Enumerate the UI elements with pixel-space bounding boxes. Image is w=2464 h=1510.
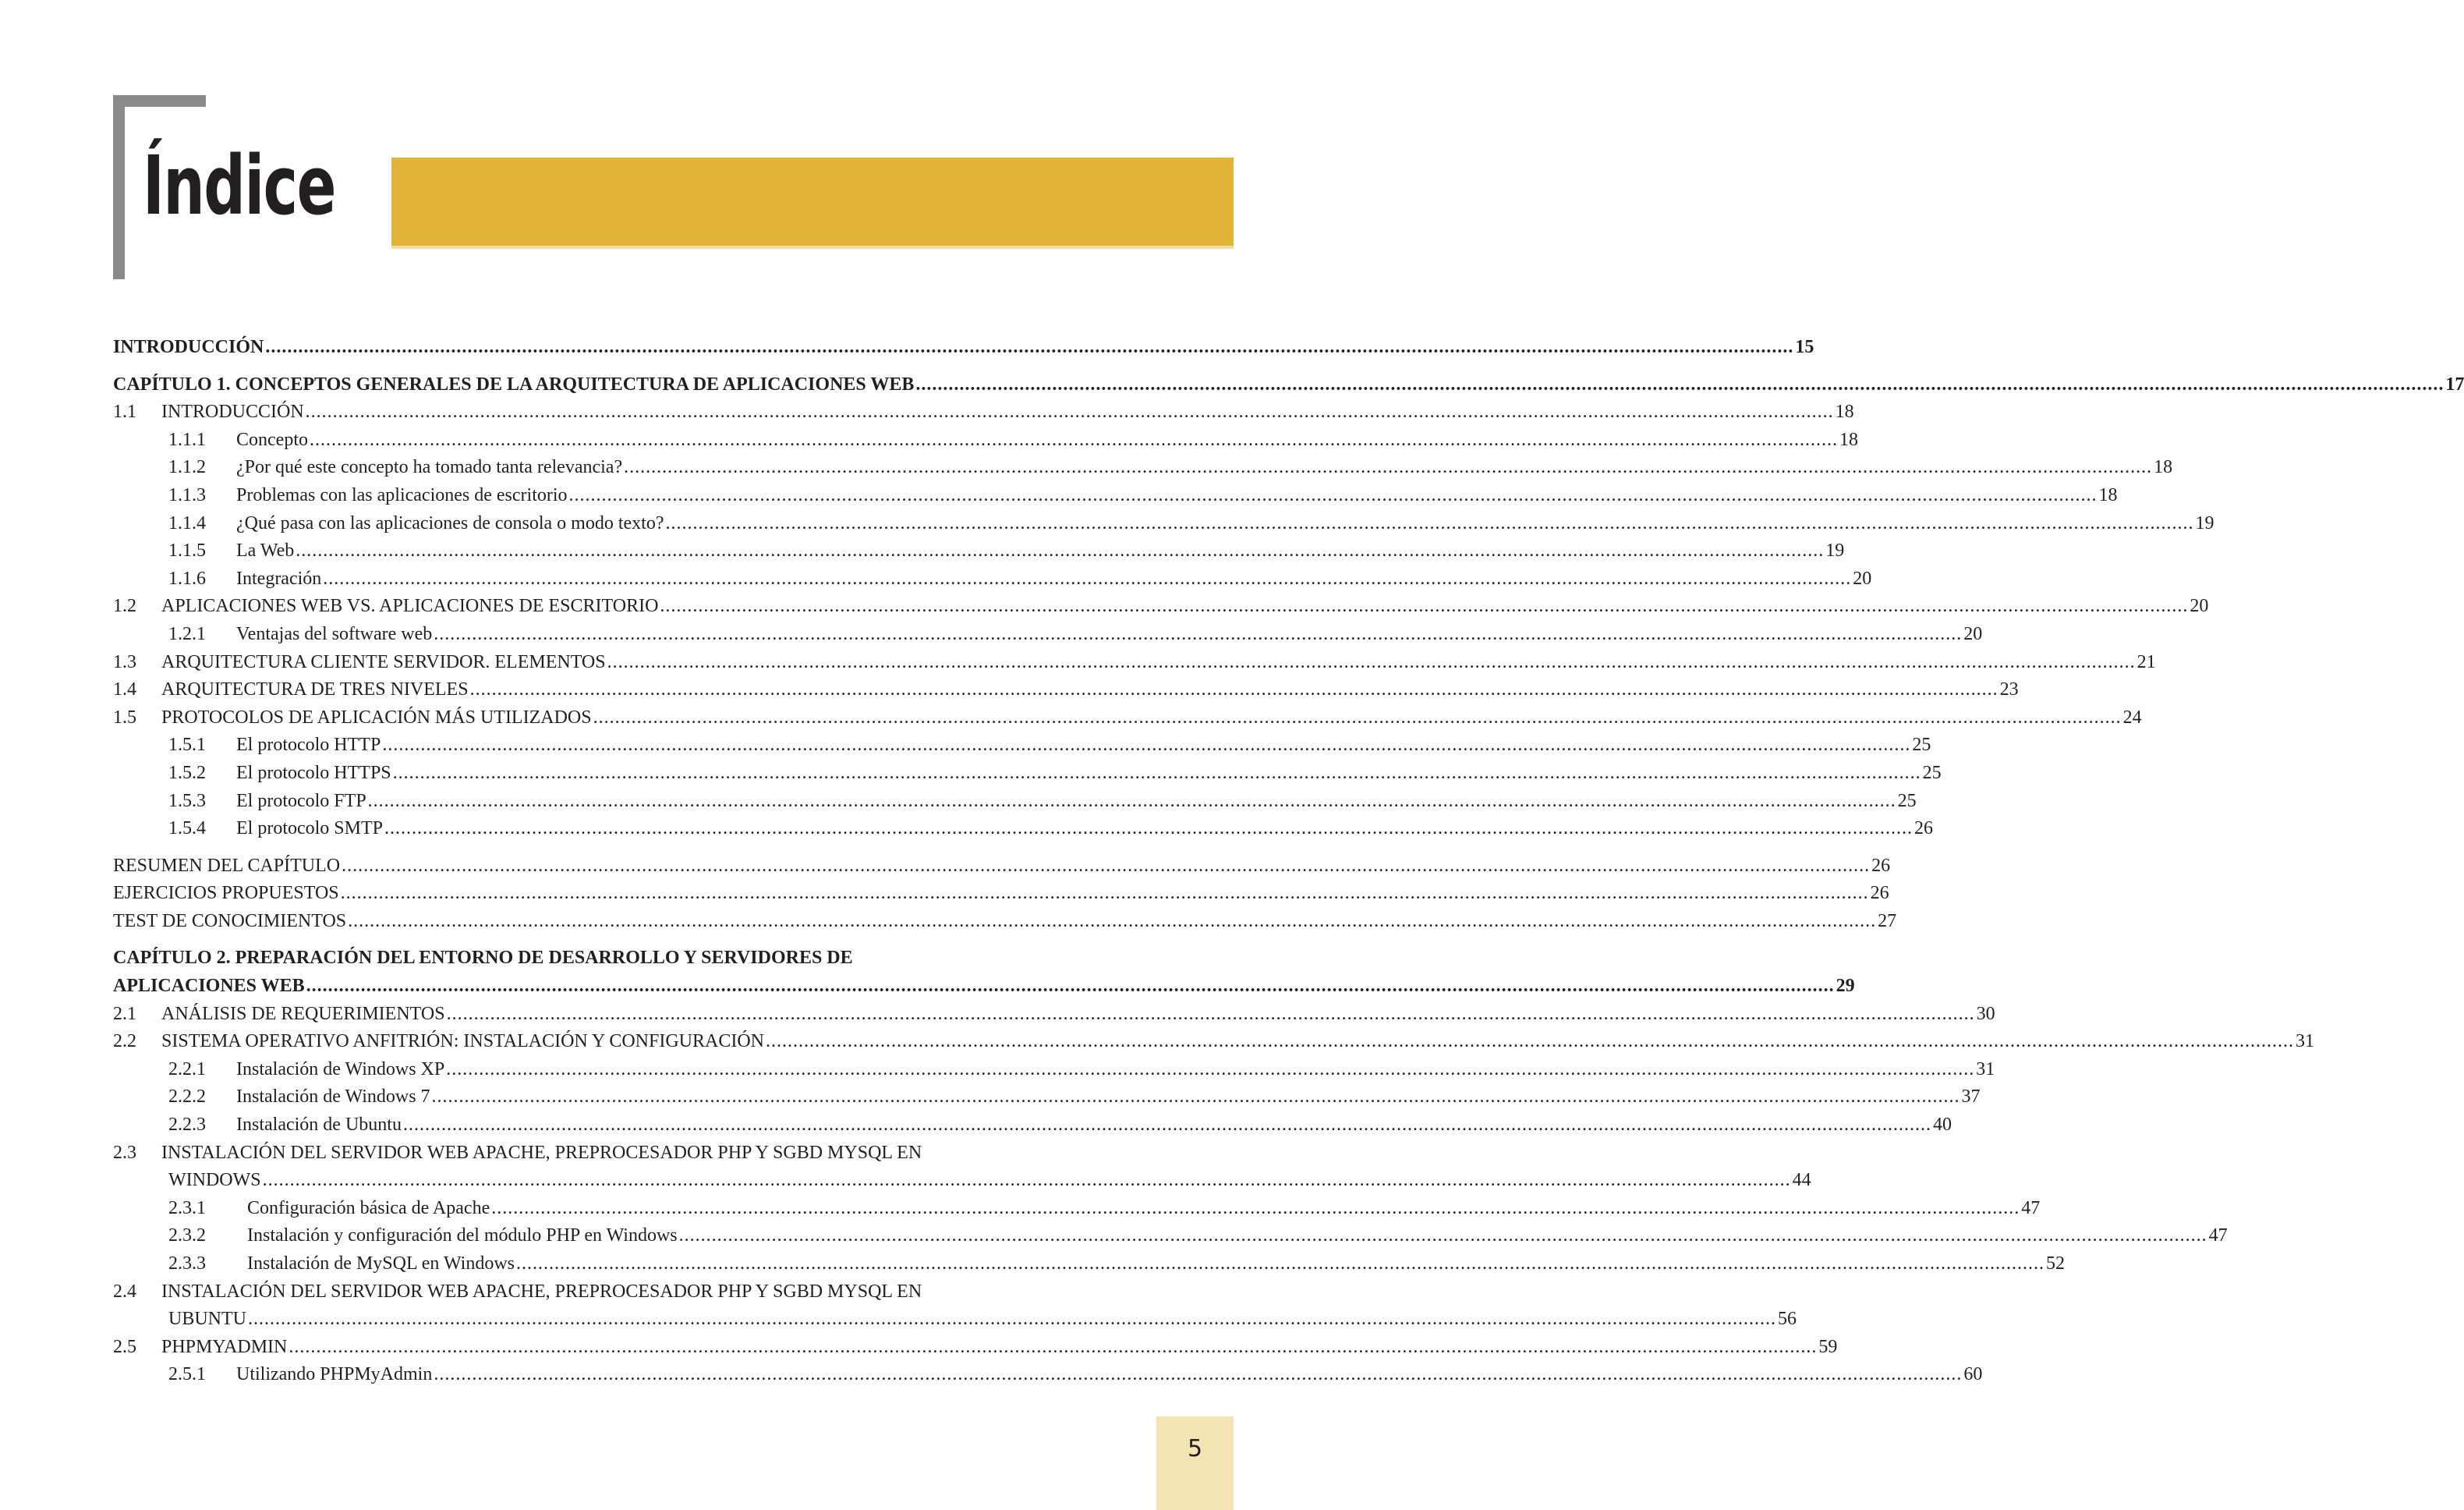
toc-entry-page: 44 [1792,1170,1811,1191]
toc-entry-number: 2.2.3 [168,1115,206,1136]
toc-entry-page: 17 [2445,374,2464,395]
toc-entry[interactable] [113,1083,1981,1111]
toc-entry-title: Problemas con las aplicaciones de escritorio [236,484,568,505]
toc-entry-title: PHPMYADMIN [161,1336,288,1357]
toc-entry[interactable] [113,1140,1158,1168]
toc-entry-page: 52 [2045,1253,2065,1274]
toc-dot-leader [665,510,2193,538]
toc-dot-leader [491,1195,2020,1223]
toc-entry-title: Concepto [236,429,308,450]
toc-entry-number: 2.2 [113,1031,136,1052]
toc-dot-leader [446,1056,1974,1084]
toc-dot-leader [593,704,2122,732]
toc-dot-leader [296,537,1824,565]
toc-entry-page: 15 [1795,337,1814,357]
toc-entry-title: Instalación de Windows 7 [236,1086,430,1108]
toc-dot-leader [434,1361,1962,1389]
toc-entry[interactable] [113,1250,2065,1278]
toc-entry-title: INTRODUCCIÓN [161,402,304,423]
toc-entry[interactable] [113,334,1814,362]
toc-entry-page: 20 [1853,568,1872,589]
toc-dot-leader [306,399,1834,427]
toc-dot-leader [447,1001,1975,1029]
toc-entry-page: 21 [2137,651,2156,672]
toc-entry[interactable] [113,1056,1995,1084]
toc-entry-title: Configuración básica de Apache [247,1197,490,1218]
toc-entry-title: El protocolo HTTPS [236,762,391,783]
toc-entry[interactable] [113,908,1897,936]
toc-entry-number: 2.4 [113,1281,136,1302]
toc-entry-title: Instalación y configuración del módulo PHP en Windows [247,1225,678,1246]
title-accent-band [391,158,1234,246]
toc-entry-number: 1.5.3 [168,790,206,811]
toc-entry-number: 2.2.2 [168,1086,206,1108]
toc-entry-number: 1.1.6 [168,568,206,589]
toc-entry-title: INSTALACIÓN DEL SERVIDOR WEB APACHE, PREPROCESADOR PHP Y SGBD MYSQL EN [161,1281,922,1302]
toc-entry-page: 60 [1963,1364,1983,1385]
toc-entry-page: 37 [1961,1086,1981,1108]
toc-entry[interactable] [113,510,2214,538]
toc-entry-number: 1.1.5 [168,541,206,562]
toc-entry[interactable] [113,371,2464,399]
toc-entry-number: 1.1.4 [168,512,206,533]
toc-dot-leader [382,732,1910,760]
toc-entry-page: 25 [1912,735,1931,756]
toc-entry[interactable] [113,593,2209,621]
toc-dot-leader [403,1111,1931,1140]
toc-entry-page: 19 [1825,541,1845,562]
toc-entry[interactable] [113,788,1917,816]
toc-dot-leader [679,1222,2207,1250]
toc-entry[interactable] [113,1028,2314,1056]
toc-entry[interactable] [113,621,1983,649]
toc-entry-title: INSTALACIÓN DEL SERVIDOR WEB APACHE, PREPROCESADOR PHP Y SGBD MYSQL EN [161,1142,922,1163]
toc-entry-number: 1.5.4 [168,818,206,839]
toc-dot-leader [342,852,1870,881]
toc-entry[interactable] [113,945,1158,973]
toc-entry[interactable] [113,565,1872,594]
toc-entry-title: Integración [236,568,322,589]
toc-dot-leader [384,815,1913,843]
toc-entry-page: 30 [1976,1003,1995,1024]
toc-entry[interactable] [113,880,1889,908]
toc-entry-title: APLICACIONES WEB VS. APLICACIONES DE ESCRITORIO [161,596,659,617]
toc-entry-page: 47 [2021,1197,2041,1218]
toc-dot-leader [393,760,1921,788]
toc-entry-number: 1.5.2 [168,762,206,783]
toc-entry[interactable] [113,1222,2228,1250]
toc-entry-number: 1.1.1 [168,429,206,450]
toc-dot-leader [289,1334,1817,1362]
toc-entry-page: 20 [2190,596,2209,617]
toc-dot-leader [660,593,2188,621]
title-bracket-side [113,95,125,279]
table-of-contents [113,334,2464,1389]
toc-entry-page: 18 [2098,484,2118,505]
toc-entry[interactable] [113,1195,2041,1223]
toc-entry[interactable] [113,537,1845,565]
toc-entry-page: 25 [1922,762,1942,783]
toc-entry[interactable] [113,427,1858,455]
toc-entry-title: TEST DE CONOCIMIENTOS [113,910,347,931]
toc-entry-title: WINDOWS [168,1170,261,1191]
toc-entry-title: Utilizando PHPMyAdmin [236,1364,433,1385]
page-number-box [1156,1416,1234,1510]
toc-entry-page: 18 [1835,402,1854,423]
toc-entry-title: Instalación de MySQL en Windows [247,1253,515,1274]
toc-entry[interactable] [113,399,1854,427]
toc-entry-title: ¿Por qué este concepto ha tomado tanta relevancia? [236,457,623,478]
toc-dot-leader [470,676,1998,704]
toc-entry-title: PROTOCOLOS DE APLICACIÓN MÁS UTILIZADOS [161,707,592,728]
toc-entry-page: 19 [2195,512,2214,533]
toc-entry-page: 59 [1818,1336,1838,1357]
toc-entry-title: APLICACIONES WEB [113,976,305,997]
toc-entry-title: CAPÍTULO 1. CONCEPTOS GENERALES DE LA ARQUITECTURA DE APLICACIONES WEB [113,374,915,395]
toc-entry-title: RESUMEN DEL CAPÍTULO [113,855,341,876]
toc-entry-number: 2.3.2 [168,1225,206,1246]
toc-entry[interactable] [113,649,2156,677]
toc-entry-number: 2.2.1 [168,1058,206,1079]
toc-entry-number: 1.1.3 [168,484,206,505]
toc-dot-leader [265,334,1793,362]
toc-entry-number: 1.5 [113,707,136,728]
toc-dot-leader [348,908,1876,936]
toc-dot-leader [516,1250,2044,1278]
toc-entry-page: 18 [2154,457,2173,478]
toc-entry-page: 23 [1999,679,2019,700]
toc-entry-page: 26 [1871,855,1891,876]
toc-entry-title: La Web [236,541,295,562]
toc-entry-page: 31 [2296,1031,2314,1052]
toc-entry-number: 1.3 [113,651,136,672]
toc-entry-page: 24 [2122,707,2142,728]
toc-dot-leader [310,427,1838,455]
toc-entry-title: ANÁLISIS DE REQUERIMIENTOS [161,1003,445,1024]
toc-entry-title: Instalación de Ubuntu [236,1115,402,1136]
toc-entry[interactable] [113,760,1942,788]
toc-entry-page: 26 [1914,818,1934,839]
toc-dot-leader [341,880,1869,908]
toc-entry-title: SISTEMA OPERATIVO ANFITRIÓN: INSTALACIÓN Y CONFIGURACIÓN [161,1031,764,1052]
toc-entry[interactable] [113,732,1931,760]
toc-entry-page: 27 [1878,910,1897,931]
toc-entry[interactable] [113,1334,1838,1362]
toc-entry[interactable] [113,704,2142,732]
toc-dot-leader [915,371,2444,399]
toc-dot-leader [323,565,1851,594]
toc-entry-number: 1.5.1 [168,735,206,756]
toc-entry[interactable] [113,1361,1983,1389]
toc-entry-number: 1.4 [113,679,136,700]
toc-entry-title: ARQUITECTURA CLIENTE SERVIDOR. ELEMENTOS [161,651,606,672]
toc-entry-page: 56 [1778,1309,1797,1330]
toc-dot-leader [263,1167,1791,1195]
toc-entry-title: Instalación de Windows XP [236,1058,445,1079]
toc-entry-number: 2.3 [113,1142,136,1163]
toc-dot-leader [248,1306,1776,1334]
toc-entry[interactable] [113,1167,1811,1195]
toc-entry[interactable] [113,454,2173,482]
toc-dot-leader [368,788,1896,816]
toc-dot-leader [434,621,1962,649]
toc-entry[interactable] [113,973,1855,1001]
title-bracket-top [113,95,206,107]
toc-entry-number: 2.3.1 [168,1197,206,1218]
toc-entry-title: El protocolo HTTP [236,735,381,756]
toc-dot-leader [569,482,2098,510]
toc-entry[interactable] [113,1278,1158,1306]
toc-dot-leader [766,1028,2294,1056]
toc-entry[interactable] [113,676,2019,704]
page-title: Índice [143,138,335,233]
toc-entry-title: UBUNTU [168,1309,246,1330]
toc-entry[interactable] [113,852,1891,881]
toc-entry-page: 31 [1976,1058,1995,1079]
toc-entry-number: 2.3.3 [168,1253,206,1274]
toc-entry-number: 1.1.2 [168,457,206,478]
toc-entry-title: ARQUITECTURA DE TRES NIVELES [161,679,469,700]
toc-entry-page: 26 [1870,883,1889,904]
toc-entry[interactable] [113,1001,1995,1029]
toc-entry-title: El protocolo FTP [236,790,366,811]
toc-entry-number: 2.5 [113,1336,136,1357]
toc-entry-title: CAPÍTULO 2. PREPARACIÓN DEL ENTORNO DE DESARROLLO Y SERVIDORES DE [113,948,853,969]
page-number: 5 [1187,1435,1203,1462]
toc-dot-leader [432,1083,1960,1111]
toc-entry[interactable] [113,1111,1952,1140]
toc-entry-number: 1.1 [113,402,136,423]
toc-dot-leader [306,973,1835,1001]
toc-entry-title: ¿Qué pasa con las aplicaciones de consola o modo texto? [236,512,664,533]
toc-entry[interactable] [113,1306,1797,1334]
toc-dot-leader [607,649,2136,677]
toc-entry-title: Ventajas del software web [236,623,433,644]
toc-entry[interactable] [113,482,2118,510]
toc-entry-title: El protocolo SMTP [236,818,384,839]
toc-entry-number: 2.1 [113,1003,136,1024]
toc-entry-page: 47 [2208,1225,2228,1246]
toc-entry-number: 1.2 [113,596,136,617]
toc-entry-title: INTRODUCCIÓN [113,337,264,357]
toc-entry-number: 1.2.1 [168,623,206,644]
toc-entry[interactable] [113,815,1934,843]
title-accent-band-edge [391,246,1234,249]
toc-dot-leader [624,454,2152,482]
toc-entry-page: 20 [1963,623,1983,644]
toc-entry-page: 25 [1897,790,1917,811]
toc-entry-page: 40 [1932,1115,1952,1136]
toc-entry-title: EJERCICIOS PROPUESTOS [113,883,339,904]
toc-entry-page: 29 [1836,976,1855,997]
toc-entry-number: 2.5.1 [168,1364,206,1385]
toc-entry-page: 18 [1839,429,1858,450]
